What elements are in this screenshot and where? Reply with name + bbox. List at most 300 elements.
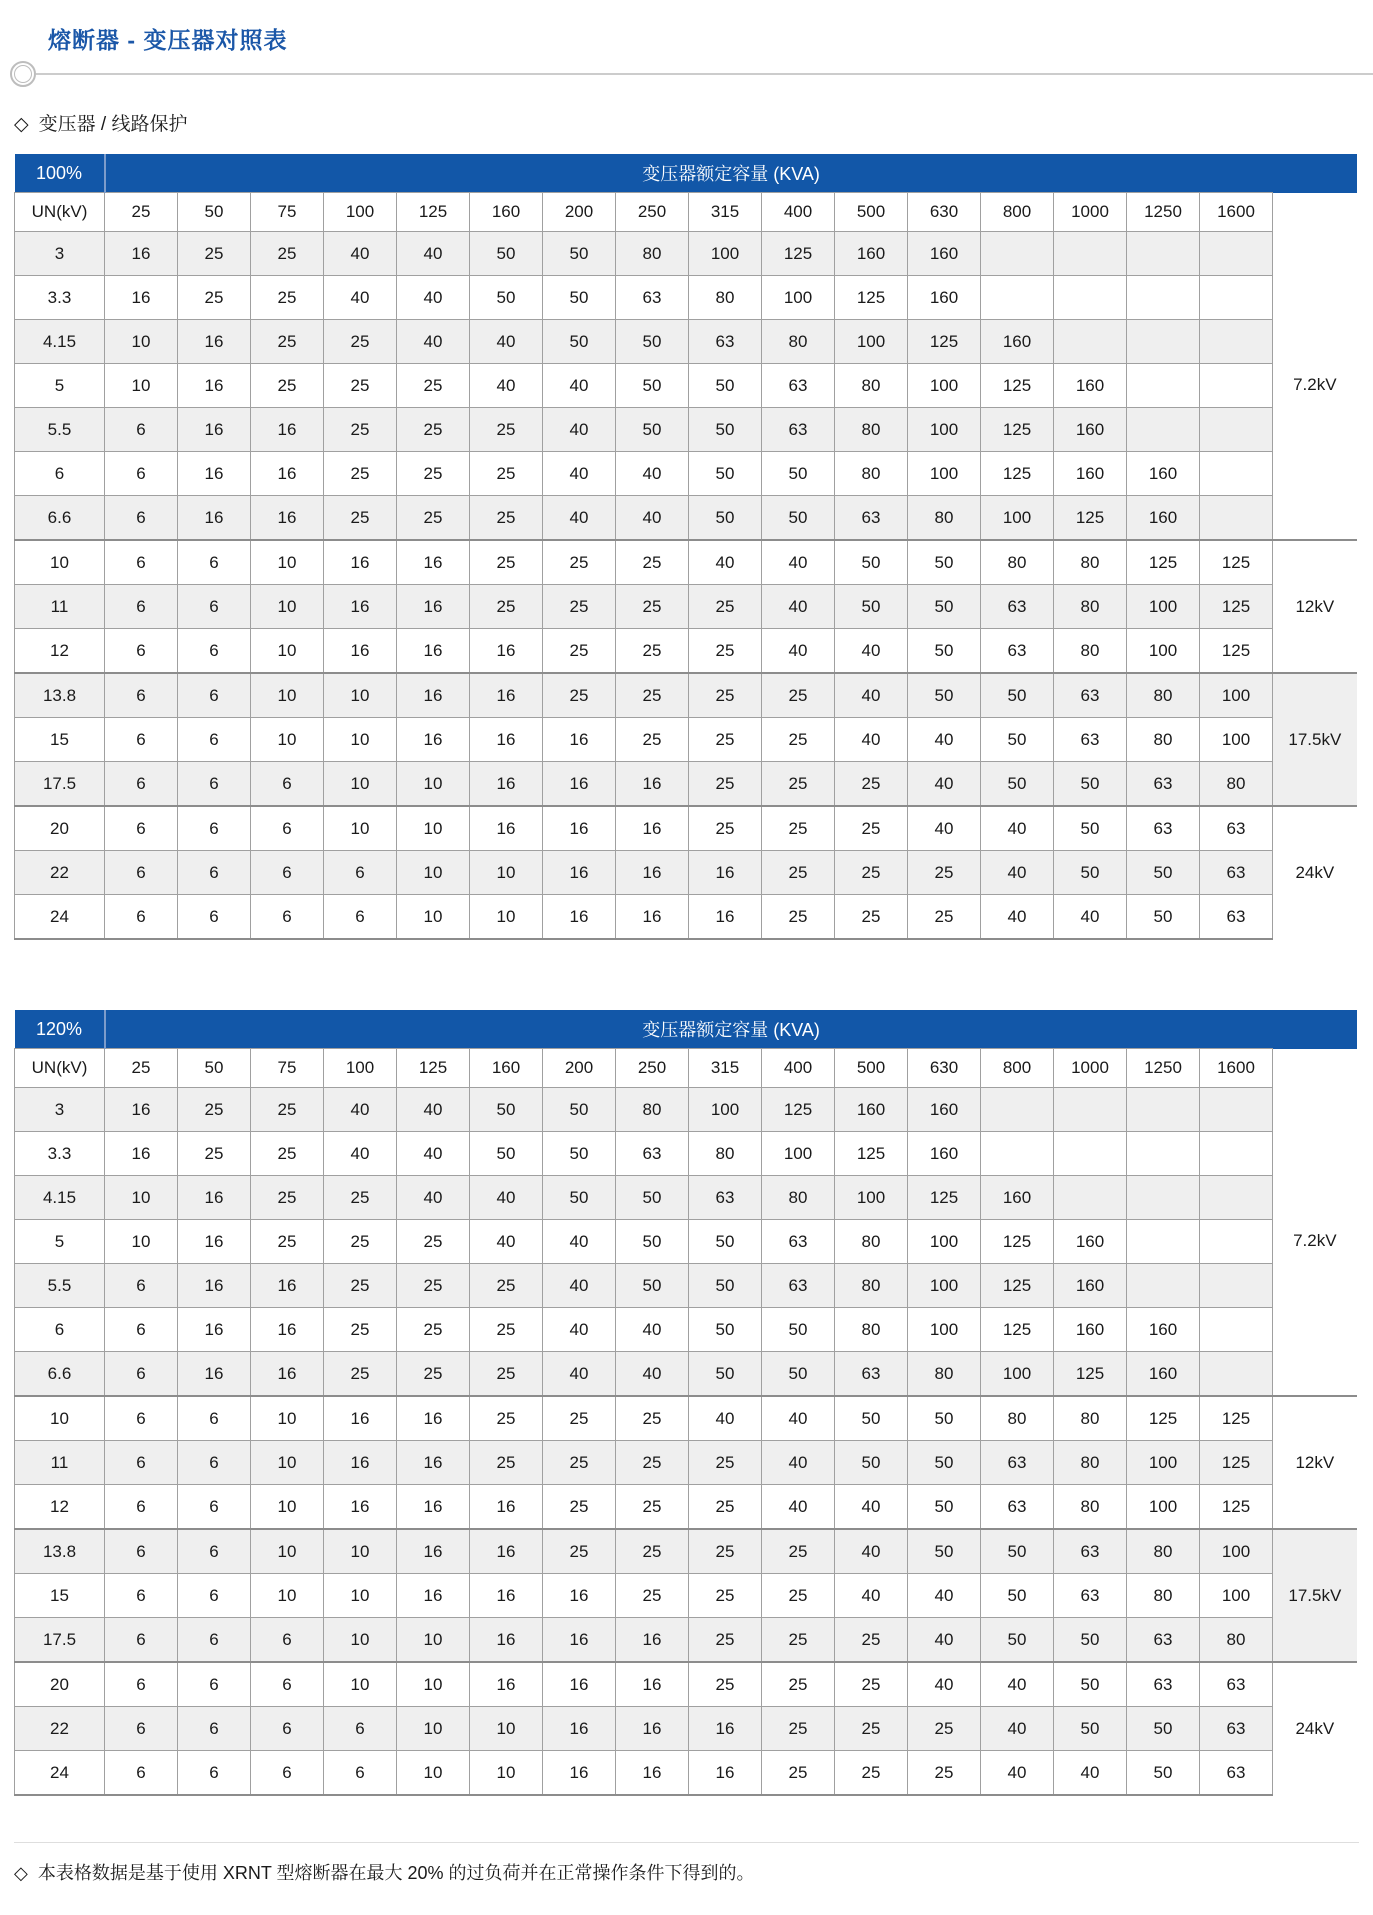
capacity-header: 1250 bbox=[1127, 193, 1200, 232]
un-value-cell: 4.15 bbox=[15, 320, 105, 364]
rating-cell: 10 bbox=[251, 1396, 324, 1441]
rating-cell: 16 bbox=[470, 1485, 543, 1530]
rating-cell: 10 bbox=[324, 1529, 397, 1574]
rating-cell: 100 bbox=[1200, 718, 1273, 762]
rating-cell: 25 bbox=[251, 1088, 324, 1132]
capacity-header: 1600 bbox=[1200, 193, 1273, 232]
rating-cell: 63 bbox=[981, 1485, 1054, 1530]
rating-cell: 6 bbox=[178, 851, 251, 895]
un-value-cell: 13.8 bbox=[15, 673, 105, 718]
rating-cell: 63 bbox=[616, 276, 689, 320]
rating-cell: 50 bbox=[908, 1529, 981, 1574]
rating-cell: 80 bbox=[616, 1088, 689, 1132]
rating-cell: 25 bbox=[689, 1441, 762, 1485]
rating-cell: 50 bbox=[1054, 1662, 1127, 1707]
table-row bbox=[15, 1176, 1357, 1220]
rating-cell: 50 bbox=[1054, 806, 1127, 851]
rating-cell: 16 bbox=[470, 806, 543, 851]
rating-cell: 6 bbox=[251, 851, 324, 895]
rating-cell: 40 bbox=[397, 320, 470, 364]
un-value-cell: 6.6 bbox=[15, 496, 105, 541]
rating-cell: 6 bbox=[178, 718, 251, 762]
rating-cell: 16 bbox=[689, 895, 762, 940]
rating-cell: 25 bbox=[762, 673, 835, 718]
rating-cell: 40 bbox=[543, 364, 616, 408]
rating-cell: 10 bbox=[251, 585, 324, 629]
rating-cell: 80 bbox=[1127, 673, 1200, 718]
rating-cell bbox=[1200, 276, 1273, 320]
rating-cell: 63 bbox=[1200, 851, 1273, 895]
rating-cell: 16 bbox=[397, 1485, 470, 1530]
table-row bbox=[15, 1485, 1357, 1530]
rating-cell: 16 bbox=[543, 851, 616, 895]
un-value-cell: 10 bbox=[15, 1396, 105, 1441]
table-section-100 bbox=[0, 154, 1373, 940]
rating-cell: 50 bbox=[470, 1132, 543, 1176]
un-value-cell: 20 bbox=[15, 806, 105, 851]
rating-cell: 25 bbox=[251, 232, 324, 276]
rating-cell: 16 bbox=[178, 1176, 251, 1220]
rating-cell: 6 bbox=[105, 1618, 178, 1663]
rating-cell: 80 bbox=[1200, 1618, 1273, 1663]
rating-cell: 160 bbox=[1127, 496, 1200, 541]
rating-cell: 25 bbox=[397, 408, 470, 452]
rating-cell: 40 bbox=[689, 540, 762, 585]
capacity-span-header: 变压器额定容量 (KVA) bbox=[105, 1010, 1357, 1049]
rating-cell: 16 bbox=[251, 496, 324, 541]
rating-cell: 6 bbox=[105, 408, 178, 452]
rating-cell: 40 bbox=[762, 629, 835, 674]
rating-cell: 10 bbox=[397, 1707, 470, 1751]
rating-cell: 6 bbox=[105, 1751, 178, 1796]
rating-cell: 50 bbox=[470, 1088, 543, 1132]
rating-cell: 40 bbox=[324, 1132, 397, 1176]
rating-cell: 160 bbox=[1054, 1220, 1127, 1264]
rating-cell: 10 bbox=[324, 1574, 397, 1618]
rating-cell: 40 bbox=[470, 364, 543, 408]
rating-cell: 80 bbox=[908, 496, 981, 541]
rating-cell bbox=[1054, 276, 1127, 320]
rating-cell: 80 bbox=[835, 1264, 908, 1308]
rating-cell: 80 bbox=[1200, 762, 1273, 807]
rating-cell: 6 bbox=[105, 585, 178, 629]
rating-cell: 25 bbox=[470, 496, 543, 541]
rating-cell: 50 bbox=[981, 762, 1054, 807]
capacity-header: 160 bbox=[470, 193, 543, 232]
rating-cell: 16 bbox=[324, 1441, 397, 1485]
rating-cell bbox=[1200, 320, 1273, 364]
rating-cell: 25 bbox=[543, 1441, 616, 1485]
rating-cell: 25 bbox=[616, 1574, 689, 1618]
rating-cell: 100 bbox=[1200, 1574, 1273, 1618]
rating-cell: 6 bbox=[178, 1707, 251, 1751]
title-divider bbox=[0, 59, 1373, 91]
rating-cell: 25 bbox=[324, 320, 397, 364]
rating-cell: 50 bbox=[908, 540, 981, 585]
rating-cell bbox=[1200, 1264, 1273, 1308]
rating-cell: 10 bbox=[251, 629, 324, 674]
rating-cell: 25 bbox=[835, 895, 908, 940]
rating-cell bbox=[981, 232, 1054, 276]
rating-cell: 16 bbox=[178, 452, 251, 496]
rating-cell: 63 bbox=[1127, 806, 1200, 851]
rating-cell: 25 bbox=[178, 1132, 251, 1176]
rating-cell: 6 bbox=[178, 1618, 251, 1663]
rating-cell: 10 bbox=[324, 1618, 397, 1663]
rating-cell: 16 bbox=[178, 1352, 251, 1397]
rating-cell: 6 bbox=[251, 1618, 324, 1663]
rating-cell: 160 bbox=[1054, 408, 1127, 452]
rating-cell: 16 bbox=[324, 629, 397, 674]
rating-cell: 80 bbox=[689, 276, 762, 320]
rating-cell: 80 bbox=[616, 232, 689, 276]
rating-cell: 16 bbox=[616, 1662, 689, 1707]
rating-cell: 25 bbox=[616, 585, 689, 629]
rating-cell: 80 bbox=[1054, 1441, 1127, 1485]
capacity-header: 1000 bbox=[1054, 193, 1127, 232]
rating-cell: 40 bbox=[1054, 895, 1127, 940]
rating-cell: 25 bbox=[470, 408, 543, 452]
rating-cell: 40 bbox=[324, 232, 397, 276]
rating-cell: 25 bbox=[762, 762, 835, 807]
rating-cell bbox=[1200, 1352, 1273, 1397]
table-row bbox=[15, 806, 1357, 851]
un-value-cell: 6 bbox=[15, 1308, 105, 1352]
table-row bbox=[15, 1088, 1357, 1132]
un-value-cell: 3 bbox=[15, 232, 105, 276]
rating-cell: 40 bbox=[762, 1396, 835, 1441]
rating-cell: 160 bbox=[1054, 364, 1127, 408]
rating-cell: 25 bbox=[470, 1264, 543, 1308]
table-row bbox=[15, 1132, 1357, 1176]
rating-cell: 16 bbox=[105, 232, 178, 276]
rating-cell bbox=[1054, 1176, 1127, 1220]
rating-cell: 16 bbox=[470, 762, 543, 807]
rating-cell: 125 bbox=[1200, 540, 1273, 585]
rating-cell: 63 bbox=[1200, 806, 1273, 851]
rating-cell: 10 bbox=[251, 1574, 324, 1618]
rating-cell: 50 bbox=[762, 452, 835, 496]
rating-cell: 25 bbox=[616, 629, 689, 674]
un-value-cell: 10 bbox=[15, 540, 105, 585]
rating-cell: 40 bbox=[1054, 1751, 1127, 1796]
rating-cell: 25 bbox=[543, 1396, 616, 1441]
rating-cell: 6 bbox=[178, 629, 251, 674]
diamond-marker-icon: ◇ bbox=[14, 1863, 28, 1883]
rating-cell: 80 bbox=[981, 540, 1054, 585]
rating-cell: 40 bbox=[835, 1485, 908, 1530]
table-row bbox=[15, 1264, 1357, 1308]
rating-cell: 50 bbox=[908, 629, 981, 674]
rating-cell: 40 bbox=[397, 276, 470, 320]
capacity-header: 500 bbox=[835, 193, 908, 232]
rating-cell: 16 bbox=[616, 806, 689, 851]
percent-label: 100% bbox=[15, 154, 105, 193]
rating-cell: 6 bbox=[105, 629, 178, 674]
rating-cell: 40 bbox=[616, 1308, 689, 1352]
rating-cell bbox=[1127, 1220, 1200, 1264]
rating-cell: 25 bbox=[616, 1441, 689, 1485]
rating-cell: 25 bbox=[689, 718, 762, 762]
rating-cell: 40 bbox=[470, 320, 543, 364]
rating-cell: 10 bbox=[251, 673, 324, 718]
rating-cell: 125 bbox=[1054, 1352, 1127, 1397]
rating-cell: 160 bbox=[1054, 1264, 1127, 1308]
rating-cell: 63 bbox=[981, 585, 1054, 629]
rating-cell: 50 bbox=[762, 496, 835, 541]
rating-cell: 25 bbox=[689, 806, 762, 851]
rating-cell: 25 bbox=[251, 1176, 324, 1220]
rating-cell: 16 bbox=[397, 629, 470, 674]
rating-cell: 16 bbox=[470, 1529, 543, 1574]
rating-cell: 100 bbox=[835, 1176, 908, 1220]
capacity-header: 100 bbox=[324, 193, 397, 232]
rating-cell: 50 bbox=[470, 276, 543, 320]
rating-cell: 6 bbox=[105, 806, 178, 851]
rating-cell: 25 bbox=[689, 673, 762, 718]
rating-cell: 16 bbox=[178, 1220, 251, 1264]
footnote-text: 本表格数据是基于使用 XRNT 型熔断器在最大 20% 的过负荷并在正常操作条件下得到的。 bbox=[37, 1863, 755, 1883]
rating-cell: 16 bbox=[251, 408, 324, 452]
rating-cell: 100 bbox=[908, 1308, 981, 1352]
rating-cell: 63 bbox=[1200, 895, 1273, 940]
rating-cell: 160 bbox=[1127, 1352, 1200, 1397]
percent-label: 120% bbox=[15, 1010, 105, 1049]
rating-cell: 10 bbox=[105, 364, 178, 408]
rating-cell: 40 bbox=[981, 1751, 1054, 1796]
voltage-group-label: 12kV bbox=[1273, 540, 1357, 673]
un-value-cell: 3 bbox=[15, 1088, 105, 1132]
rating-cell: 25 bbox=[689, 1662, 762, 1707]
rating-cell: 16 bbox=[178, 320, 251, 364]
rating-cell: 40 bbox=[908, 762, 981, 807]
table-row bbox=[15, 1751, 1357, 1796]
rating-cell: 125 bbox=[981, 408, 1054, 452]
capacity-header: 400 bbox=[762, 1049, 835, 1088]
rating-cell: 25 bbox=[835, 1707, 908, 1751]
rating-cell: 63 bbox=[762, 1264, 835, 1308]
rating-cell: 16 bbox=[178, 1308, 251, 1352]
rating-cell bbox=[1054, 320, 1127, 364]
rating-cell: 16 bbox=[397, 673, 470, 718]
rating-cell: 16 bbox=[251, 452, 324, 496]
table-row bbox=[15, 276, 1357, 320]
rating-cell: 6 bbox=[178, 1662, 251, 1707]
rating-cell: 16 bbox=[105, 276, 178, 320]
column-header-row bbox=[15, 1049, 1357, 1088]
rating-cell: 10 bbox=[251, 540, 324, 585]
rating-cell: 160 bbox=[908, 1088, 981, 1132]
rating-cell: 40 bbox=[543, 452, 616, 496]
capacity-header: 400 bbox=[762, 193, 835, 232]
rating-cell: 25 bbox=[251, 1132, 324, 1176]
rating-cell: 10 bbox=[397, 806, 470, 851]
rating-cell: 25 bbox=[397, 1264, 470, 1308]
capacity-span-header: 变压器额定容量 (KVA) bbox=[105, 154, 1357, 193]
rating-cell: 160 bbox=[1054, 452, 1127, 496]
rating-cell: 40 bbox=[470, 1220, 543, 1264]
rating-cell: 100 bbox=[908, 364, 981, 408]
rating-cell: 50 bbox=[1054, 1618, 1127, 1663]
rating-cell: 25 bbox=[689, 1529, 762, 1574]
rating-cell: 40 bbox=[616, 452, 689, 496]
un-value-cell: 5 bbox=[15, 364, 105, 408]
rating-cell: 16 bbox=[324, 585, 397, 629]
rating-cell: 16 bbox=[543, 1662, 616, 1707]
rating-cell: 125 bbox=[981, 452, 1054, 496]
table-row bbox=[15, 762, 1357, 807]
rating-cell: 125 bbox=[981, 1220, 1054, 1264]
rating-cell: 6 bbox=[105, 540, 178, 585]
capacity-header: 630 bbox=[908, 1049, 981, 1088]
rating-cell: 50 bbox=[616, 1176, 689, 1220]
rating-cell: 50 bbox=[1127, 895, 1200, 940]
capacity-header: 160 bbox=[470, 1049, 543, 1088]
rating-cell: 40 bbox=[908, 806, 981, 851]
rating-cell: 6 bbox=[178, 1396, 251, 1441]
rating-cell: 80 bbox=[1054, 585, 1127, 629]
capacity-header: 1600 bbox=[1200, 1049, 1273, 1088]
rating-cell: 50 bbox=[1054, 762, 1127, 807]
un-value-cell: 22 bbox=[15, 1707, 105, 1751]
rating-cell: 63 bbox=[1200, 1662, 1273, 1707]
rating-cell: 50 bbox=[908, 1396, 981, 1441]
rating-cell: 6 bbox=[105, 1574, 178, 1618]
rating-cell bbox=[1200, 408, 1273, 452]
rating-cell: 40 bbox=[835, 718, 908, 762]
rating-cell: 16 bbox=[324, 1396, 397, 1441]
rating-cell: 25 bbox=[324, 1308, 397, 1352]
rating-cell bbox=[1054, 1132, 1127, 1176]
rating-cell: 6 bbox=[178, 540, 251, 585]
rating-cell: 100 bbox=[689, 232, 762, 276]
capacity-header: 125 bbox=[397, 1049, 470, 1088]
rating-cell: 125 bbox=[908, 320, 981, 364]
rating-cell: 6 bbox=[105, 1352, 178, 1397]
rating-cell: 50 bbox=[908, 1485, 981, 1530]
rating-cell: 25 bbox=[908, 1751, 981, 1796]
rating-cell: 6 bbox=[251, 1707, 324, 1751]
un-value-cell: 13.8 bbox=[15, 1529, 105, 1574]
rating-cell: 63 bbox=[1054, 1574, 1127, 1618]
rating-cell: 50 bbox=[616, 1264, 689, 1308]
rating-cell: 50 bbox=[981, 1618, 1054, 1663]
rating-cell: 25 bbox=[397, 364, 470, 408]
rating-cell bbox=[1054, 232, 1127, 276]
rating-cell: 25 bbox=[908, 851, 981, 895]
rating-cell: 6 bbox=[105, 1441, 178, 1485]
rating-cell: 16 bbox=[616, 895, 689, 940]
rating-cell: 40 bbox=[981, 806, 1054, 851]
rating-cell: 6 bbox=[324, 895, 397, 940]
un-value-cell: 6 bbox=[15, 452, 105, 496]
rating-cell: 160 bbox=[981, 320, 1054, 364]
rating-cell: 100 bbox=[981, 496, 1054, 541]
rating-cell: 6 bbox=[105, 1485, 178, 1530]
rating-cell: 80 bbox=[762, 320, 835, 364]
rating-cell: 40 bbox=[981, 1707, 1054, 1751]
rating-cell: 16 bbox=[616, 1707, 689, 1751]
rating-cell: 160 bbox=[981, 1176, 1054, 1220]
rating-cell: 25 bbox=[616, 540, 689, 585]
un-value-cell: 11 bbox=[15, 1441, 105, 1485]
rating-cell: 16 bbox=[397, 1396, 470, 1441]
rating-cell: 40 bbox=[324, 1088, 397, 1132]
rating-cell: 25 bbox=[324, 408, 397, 452]
rating-cell: 50 bbox=[543, 232, 616, 276]
rating-cell: 25 bbox=[397, 452, 470, 496]
footnote bbox=[14, 1842, 1359, 1915]
rating-cell: 63 bbox=[1127, 762, 1200, 807]
rating-cell: 80 bbox=[835, 1220, 908, 1264]
rating-cell: 16 bbox=[543, 895, 616, 940]
rating-cell: 80 bbox=[1127, 1574, 1200, 1618]
rating-cell: 25 bbox=[178, 276, 251, 320]
rating-cell: 10 bbox=[397, 1618, 470, 1663]
rating-cell: 125 bbox=[835, 1132, 908, 1176]
rating-cell: 16 bbox=[397, 1529, 470, 1574]
un-value-cell: 17.5 bbox=[15, 1618, 105, 1663]
un-value-cell: 15 bbox=[15, 718, 105, 762]
rating-cell: 80 bbox=[1127, 1529, 1200, 1574]
rating-cell: 50 bbox=[908, 673, 981, 718]
rating-cell: 50 bbox=[981, 718, 1054, 762]
rating-cell: 6 bbox=[105, 762, 178, 807]
subtitle-text: 变压器 / 线路保护 bbox=[38, 114, 188, 135]
rating-cell: 40 bbox=[908, 718, 981, 762]
rating-cell: 100 bbox=[1127, 585, 1200, 629]
rating-cell: 80 bbox=[689, 1132, 762, 1176]
voltage-group-label: 17.5kV bbox=[1273, 673, 1357, 806]
fuse-transformer-table-100 bbox=[14, 154, 1357, 940]
rating-cell: 25 bbox=[543, 1529, 616, 1574]
rating-cell: 50 bbox=[689, 1264, 762, 1308]
un-value-cell: 3.3 bbox=[15, 276, 105, 320]
rating-cell: 16 bbox=[689, 1707, 762, 1751]
rating-cell: 40 bbox=[908, 1574, 981, 1618]
rating-cell: 25 bbox=[397, 1220, 470, 1264]
rating-cell: 80 bbox=[1127, 718, 1200, 762]
voltage-group-label: 12kV bbox=[1273, 1396, 1357, 1529]
rating-cell: 10 bbox=[251, 1485, 324, 1530]
rating-cell: 63 bbox=[689, 1176, 762, 1220]
page-title: 熔断器 - 变压器对照表 bbox=[48, 27, 288, 53]
un-value-cell: 17.5 bbox=[15, 762, 105, 807]
rating-cell: 50 bbox=[616, 408, 689, 452]
rating-cell: 25 bbox=[543, 540, 616, 585]
rating-cell: 6 bbox=[251, 1751, 324, 1796]
rating-cell: 16 bbox=[324, 1485, 397, 1530]
rating-cell: 6 bbox=[178, 806, 251, 851]
column-header-row bbox=[15, 193, 1357, 232]
rating-cell: 6 bbox=[105, 1529, 178, 1574]
rating-cell: 50 bbox=[981, 1574, 1054, 1618]
un-value-cell: 5 bbox=[15, 1220, 105, 1264]
rating-cell bbox=[1127, 1088, 1200, 1132]
rating-cell bbox=[1200, 1088, 1273, 1132]
rating-cell: 10 bbox=[105, 1176, 178, 1220]
rating-cell: 63 bbox=[1054, 718, 1127, 762]
rating-cell: 6 bbox=[178, 1751, 251, 1796]
rating-cell bbox=[1054, 1088, 1127, 1132]
un-value-cell: 3.3 bbox=[15, 1132, 105, 1176]
rating-cell: 6 bbox=[105, 673, 178, 718]
rating-cell: 25 bbox=[689, 1618, 762, 1663]
table-row bbox=[15, 320, 1357, 364]
rating-cell: 63 bbox=[1200, 1751, 1273, 1796]
rating-cell: 10 bbox=[470, 1707, 543, 1751]
rating-cell: 40 bbox=[543, 496, 616, 541]
